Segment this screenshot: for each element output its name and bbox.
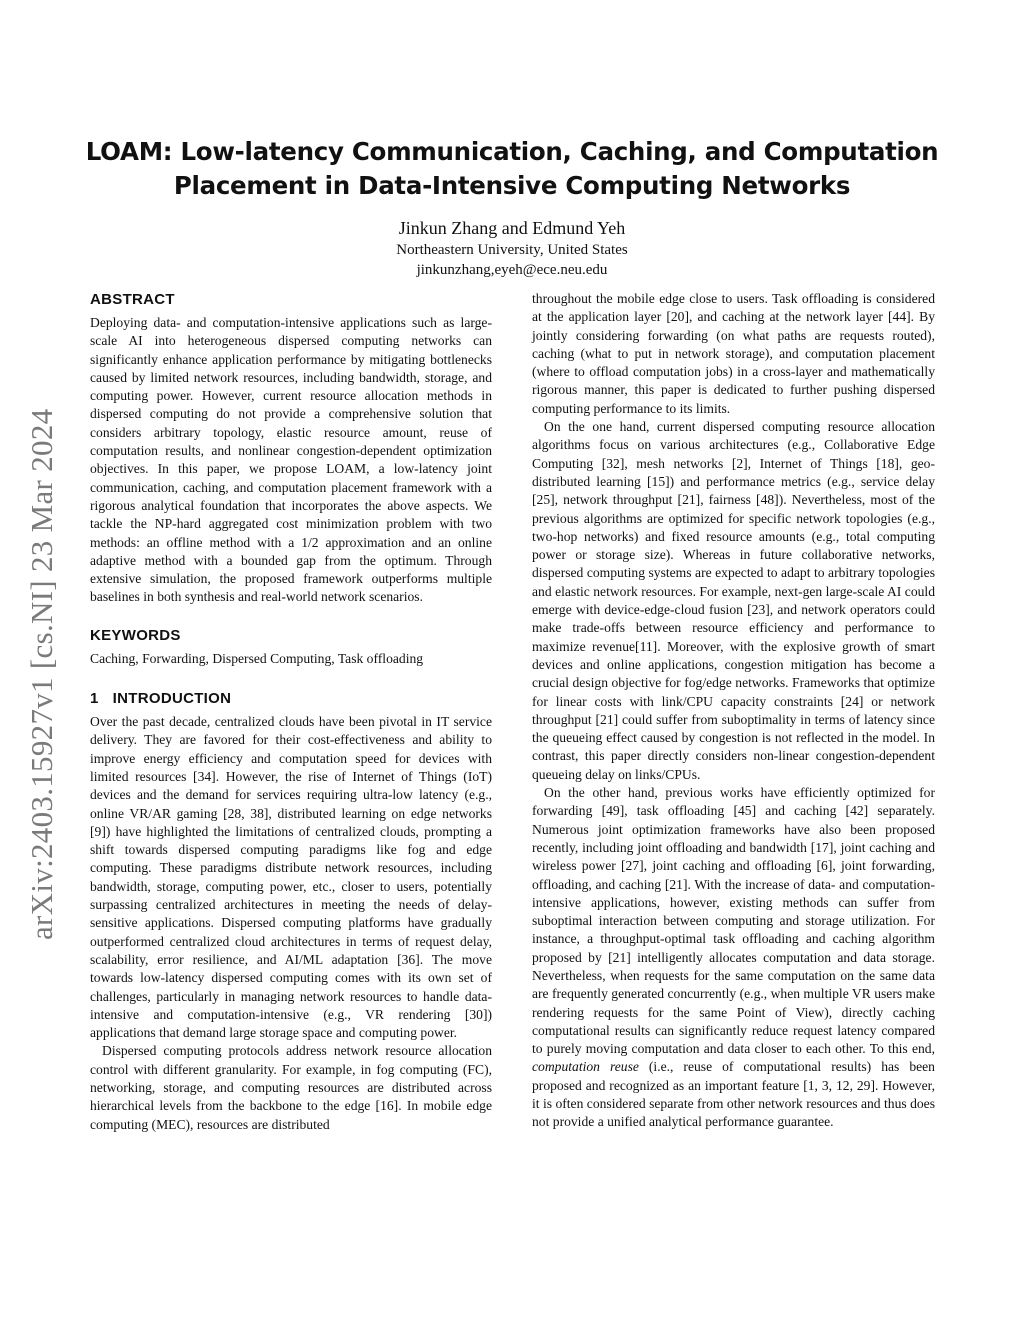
right-column	[532, 290, 935, 1132]
keywords-text: Caching, Forwarding, Dispersed Computing, Task offloading	[90, 650, 424, 666]
p4-emphasis: computation reuse	[532, 1059, 639, 1075]
author-names: Jinkun Zhang and Edmund Yeh	[398, 218, 626, 238]
section-title: INTRODUCTION	[112, 690, 232, 708]
arxiv-identifier: arXiv:2403.15927v1 [cs.NI] 23 Mar 2024	[24, 408, 59, 940]
intro-paragraph-4	[532, 784, 935, 1132]
intro-paragraph-1: Over the past decade, centralized clouds have been pivotal in IT service delivery. They are favored for their cost-effectiveness and ability to improve energy efficiency and computation speed for devices with limited resources [34]. However, the rise of Internet of Things (IoT) devices and the demand for services requiring ultra-low latency (e.g., online VR/AR gaming [28, 38], distributed learning on edge networks [9]) have highlighted the limitations of centralized clouds, prompting a shift towards dispersed computing paradigms like fog and edge computing. These paradigms distribute network resources, including bandwidth, storage, computing power, etc., closer to users, potentially surpassing centralized architectures in meeting the needs of delay-sensitive applications. Dispersed computing platforms have gradually outperformed centralized cloud architectures in terms of request delay, scalability, error resilience, and AI/ML adaptation [36]. The move towards low-latency dispersed computing comes with its own set of challenges, particularly in managing network resources to handle data-intensive and computation-intensive (e.g., VR rendering [30]) applications that demand large storage space and computing power.	[90, 714, 492, 1041]
title-line-2: Placement in Data-Intensive Computing Networks	[173, 171, 851, 200]
intro-paragraph-2-continued: throughout the mobile edge close to users. Task offloading is considered at the application layer [20], and caching at the network layer [44]. By jointly considering forwarding (on what paths are requests routed), caching (what to put in network storage), and computation placement (where to offload computation jobs) in a cross-layer and mathematically rigorous manner, this paper is dedicated to further pushing dispersed computing performance to its limits.	[532, 291, 935, 416]
author-affiliation: Northeastern University, United States	[396, 242, 628, 258]
intro-paragraph-2: Dispersed computing protocols address network resource allocation control with different granularity. For example, in fog computing (FC), networking, storage, and computing resources are distributed across hierarchical levels from the backbone to the edge [16]. In mobile edge computing (MEC), resources are distributed	[90, 1043, 492, 1132]
left-column	[90, 290, 492, 1134]
abstract-text: Deploying data- and computation-intensive applications such as large-scale AI into heterogeneous dispersed computing networks can significantly enhance application performance by mitigating bottlenecks caused by limited network resources, including bandwidth, storage, and computing power. However, current resource allocation methods in dispersed computing do not provide a comprehensive solution that considers arbitrary topology, elastic resource amount, reuse of computation results, and nonlinear congestion-dependent optimization objectives. In this paper, we propose LOAM, a low-latency joint communication, caching, and computation placement framework with a rigorous analytical foundation that incorporates the above aspects. We tackle the NP-hard aggregated cost minimization problem with two methods: an offline method with a 1/2 approximation and an online adaptive method with a bounded gap from the optimum. Through extensive simulation, the proposed framework outperforms multiple baselines in both synthesis and real-world network scenarios.	[90, 315, 492, 605]
intro-paragraph-3: On the one hand, current dispersed computing resource allocation algorithms focus on various architectures (e.g., Collaborative Edge Computing [32], mesh networks [2], Internet of Things [18], geo-distributed learning [15]) and performance metrics (e.g., service delay [25], network throughput [21], fairness [48]). Nevertheless, most of the previous algorithms are optimized for specific network topologies (e.g., two-hop networks) and fixed resource amounts (e.g., total computing power or storage size). Whereas in future collaborative networks, dispersed computing systems are expected to adapt to arbitrary topologies and elastic network resources. For example, next-gen large-scale AI could emerge with device-edge-cloud fusion [23], and network operators could make trade-offs between resource efficiency and performance to maximize revenue[11]. Moreover, with the explosive growth of smart devices and online applications, congestion mitigation has become a crucial design objective for fog/edge networks. Frameworks that optimize for linear costs with link/CPU capacity constraints [24] or network throughput [21] could suffer from suboptimality in terms of latency since the queueing effect caused by congestion is not reflected in the model. In contrast, this paper directly considers non-linear congestion-dependent queueing delay on links/CPUs.	[532, 419, 935, 782]
keywords-heading: KEYWORDS	[90, 626, 181, 644]
p4-text-after: (i.e., reuse of computational results) has been proposed and recognized as an important feature [1, 3, 12, 29]. However, it is often considered separate from other network resources and thus does not provide a unified analytical performance guarantee.	[532, 1059, 935, 1130]
introduction-heading	[90, 689, 492, 709]
abstract-heading: ABSTRACT	[90, 291, 175, 308]
section-number: 1	[90, 690, 99, 708]
paper-title	[60, 135, 964, 203]
title-line-1: LOAM: Low-latency Communication, Caching, and Computation	[85, 137, 939, 166]
author-email: jinkunzhang,eyeh@ece.neu.edu	[416, 262, 608, 278]
author-block	[112, 216, 912, 280]
p4-text-before: On the other hand, previous works have efficiently optimized for forwarding [49], task offloading [45] and caching [42] separately. Numerous joint optimization frameworks have also been proposed recently, including joint offloading and bandwidth [17], joint caching and wireless power [27], joint caching and offloading [6], joint forwarding, offloading, and caching [21]. With the increase of data- and computation-intensive applications, however, existing methods can suffer from suboptimal interaction between computing and storage utilization. For instance, a throughput-optimal task offloading and caching algorithm proposed by [21] intelligently allocates computation and data storage. Nevertheless, when requests for the same computation on the same data are frequently generated concurrently (e.g., when multiple VR users make rendering requests for the same Point of View), directly caching computational results can significantly reduce request latency compared to purely moving computation and data closer to each other. To this end,	[532, 785, 935, 1057]
